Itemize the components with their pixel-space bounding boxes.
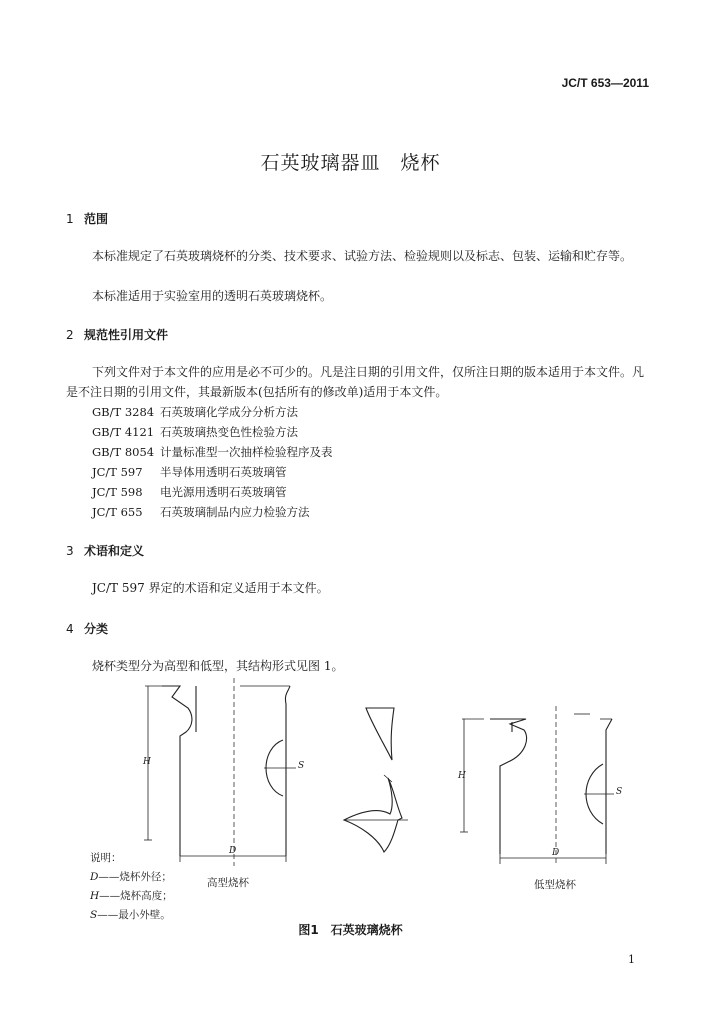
section-3-paragraph-1: JC/T 597 界定的术语和定义适用于本文件。 [92, 581, 329, 595]
section-number: 2 [66, 328, 74, 342]
detail-views [344, 708, 408, 852]
dimension-label-h: H [143, 757, 151, 767]
legend-title: 说明： [90, 852, 122, 864]
reference-code: JC/T 597 [92, 465, 143, 479]
dimension-label-h: H [458, 771, 466, 781]
reference-title: 石英玻璃热变色性检验方法 [160, 425, 298, 439]
section-title: 分类 [84, 622, 109, 636]
legend-item [90, 888, 173, 903]
section-number: 4 [66, 622, 74, 636]
figure-caption: 图1 石英玻璃烧杯 [298, 923, 403, 937]
reference-code: GB/T 3284 [92, 405, 155, 419]
reference-code: JC/T 598 [92, 485, 143, 499]
section-title: 规范性引用文件 [84, 328, 169, 342]
legend-item [90, 907, 171, 922]
section-title: 术语和定义 [84, 544, 145, 558]
section-number: 1 [66, 212, 74, 226]
legend-text: ——烧杯高度； [99, 890, 173, 902]
dimension-label-d: D [552, 848, 560, 858]
reference-code: GB/T 4121 [92, 425, 155, 439]
document-title: 石英玻璃器皿 烧杯 [260, 152, 441, 174]
legend-symbol: D [90, 871, 99, 883]
reference-code: GB/T 8054 [92, 445, 155, 459]
dimension-label-d: D [229, 846, 237, 856]
tall-beaker-label: 高型烧杯 [207, 877, 249, 889]
dimension-label-s: S [298, 761, 305, 771]
section-number: 3 [66, 544, 74, 558]
reference-title: 电光源用透明石英玻璃管 [160, 485, 287, 499]
section-title: 范围 [84, 212, 109, 226]
legend-symbol: S [90, 909, 98, 921]
reference-title: 石英玻璃制品内应力检验方法 [160, 505, 310, 519]
low-beaker-label: 低型烧杯 [534, 879, 576, 891]
section-2-paragraph-1: 下列文件对于本文件的应用是必不可少的。凡是注日期的引用文件，仅所注日期的版本适用于本文件。凡是不注日期的引用文件，其最新版本(包括所有的修改单)适用于本文件。 [66, 365, 645, 399]
legend-symbol: H [90, 890, 100, 902]
legend-text: ——最小外壁。 [97, 909, 171, 921]
legend-text: ——烧杯外径； [98, 871, 172, 883]
tall-beaker-drawing [142, 678, 304, 866]
dimension-label-s: S [616, 787, 623, 797]
reference-title: 计量标准型一次抽样检验程序及表 [160, 445, 333, 459]
low-beaker-drawing [457, 706, 622, 866]
legend-item [90, 869, 172, 884]
reference-title: 半导体用透明石英玻璃管 [160, 465, 287, 479]
section-4-paragraph-1: 烧杯类型分为高型和低型，其结构形式见图 1。 [92, 659, 344, 673]
section-1-paragraph-2: 本标准适用于实验室用的透明石英玻璃烧杯。 [92, 289, 333, 303]
section-1-paragraph-1: 本标准规定了石英玻璃烧杯的分类、技术要求、试验方法、检验规则以及标志、包装、运输和贮存等。 [92, 249, 633, 263]
reference-title: 石英玻璃化学成分分析方法 [160, 405, 298, 419]
reference-code: JC/T 655 [92, 505, 143, 519]
page-number: 1 [628, 953, 635, 966]
standard-code: JC/T 653—2011 [561, 76, 649, 90]
